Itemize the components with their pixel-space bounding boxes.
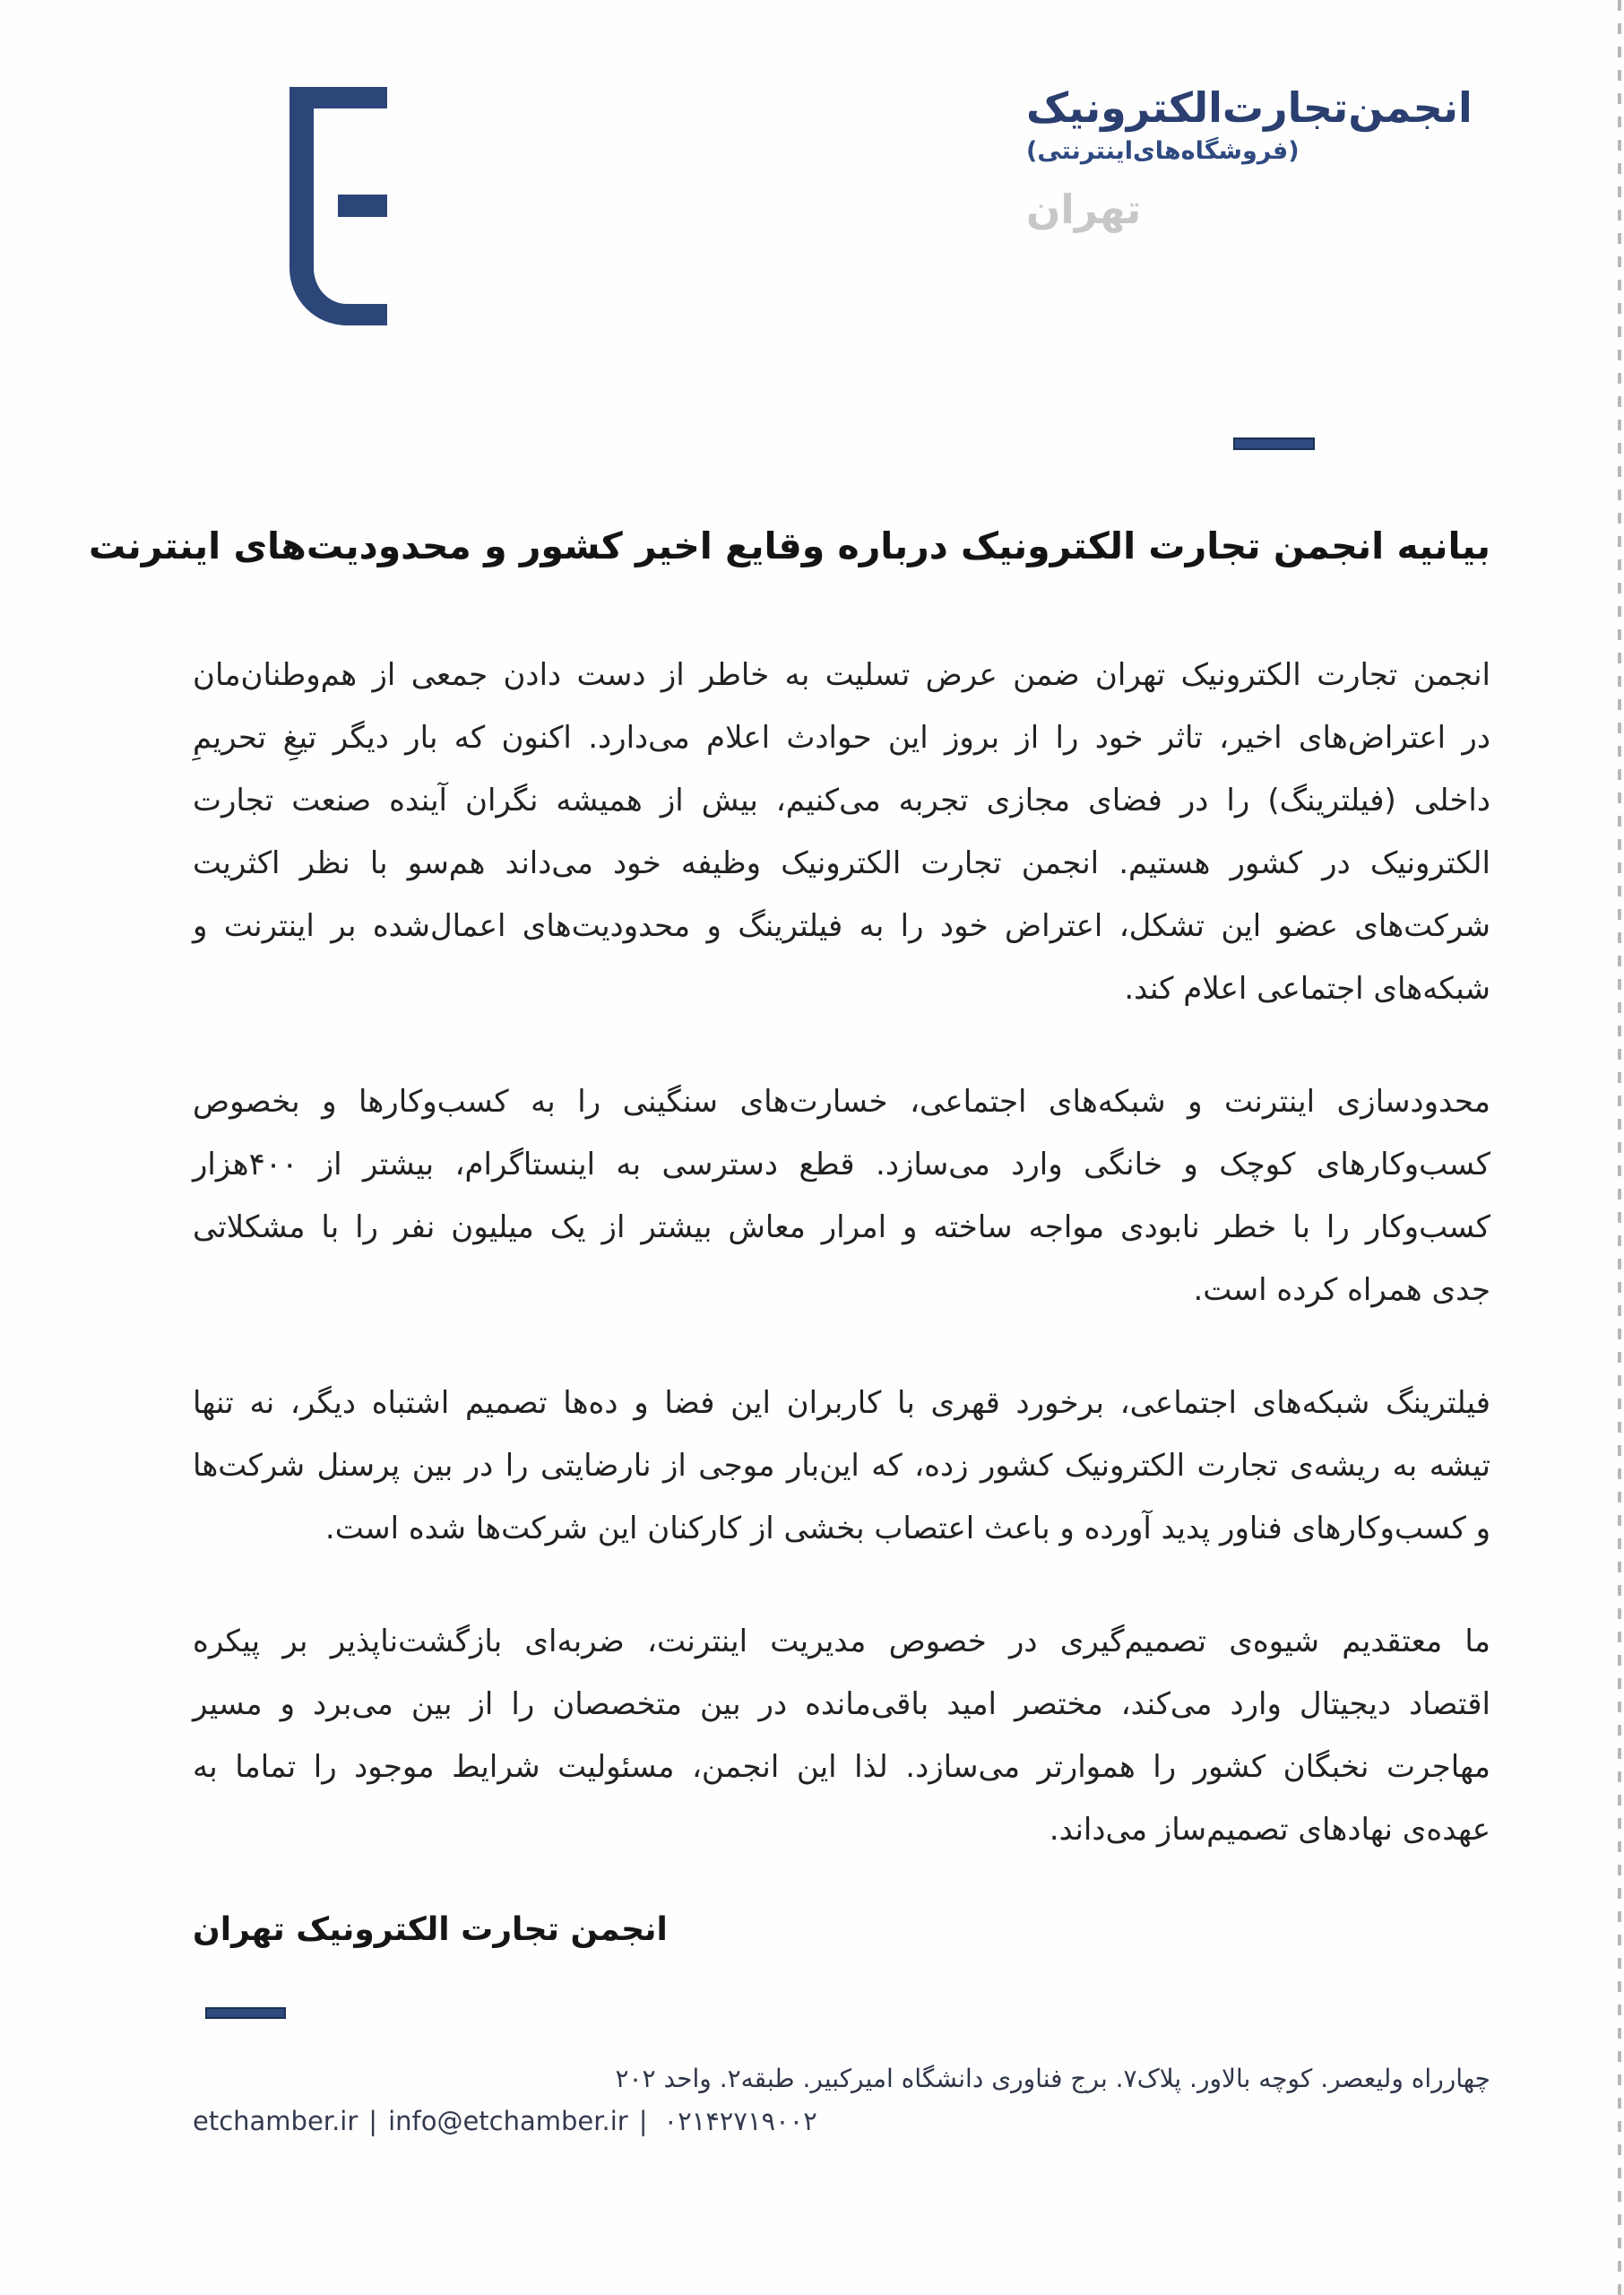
footer-separator: | <box>638 2106 648 2136</box>
paragraph-line: شبکه‌های اجتماعی اعلام کند. <box>1124 971 1490 1007</box>
top-divider-bar <box>1233 437 1315 450</box>
footer-email: info@etchamber.ir <box>388 2106 628 2136</box>
logo-subtitle: (فروشگاه‌های‌اینترنتی) <box>1026 137 1300 165</box>
paragraph-line: جدی همراه کرده است. <box>1193 1272 1490 1308</box>
logo-text-block <box>1026 85 1473 232</box>
statement-title: بیانیه انجمن تجارت الکترونیک درباره وقایع اخیر کشور و محدودیت‌های اینترنت <box>88 524 1490 567</box>
paragraph-line: عهده‌ی نهادهای تصمیم‌ساز می‌داند. <box>1049 1812 1490 1848</box>
association-logo-icon <box>289 87 387 325</box>
paragraph-line: الکترونیک در کشور هستیم. انجمن تجارت الکترونیک وظیفه خود می‌داند هم‌سو با نظر اکثریت <box>193 845 1490 881</box>
paragraph-line: فیلترینگ شبکه‌های اجتماعی، برخورد قهری با کاربران این فضا و ده‌ها تصمیم اشتباه دیگر، نه تنها <box>193 1385 1490 1421</box>
paragraph-4 <box>193 1610 1490 1861</box>
paragraph-line: اقتصاد دیجیتال وارد می‌کند، مختصر امید باقی‌مانده در بین متخصصان را از بین می‌برد و مسیر <box>193 1686 1490 1722</box>
paragraph-line: و کسب‌وکارهای فناور پدید آورده و باعث اعتصاب بخشی از کارکنان این شرکت‌ها شده است. <box>324 1511 1490 1546</box>
signature: انجمن تجارت الکترونیک تهران <box>193 1911 668 1948</box>
footer-contact <box>193 2101 817 2141</box>
footer-separator: | <box>368 2106 378 2136</box>
page-edge-artifact <box>1618 0 1621 2295</box>
paragraph-1 <box>193 644 1490 1020</box>
paragraph-line: تیشه به ریشه‌ی تجارت الکترونیک کشور زده، که این‌بار موجی از نارضایتی را در بین پرسنل شرکت‌ها <box>193 1448 1490 1484</box>
footer-address: چهارراه ولیعصر. کوچه بالاور. پلاک۷. برج فناوری دانشگاه امیرکبیر. طبقه۲. واحد ۲۰۲ <box>615 2064 1490 2093</box>
paragraph-line: محدودسازی اینترنت و شبکه‌های اجتماعی، خسارت‌های سنگینی را به کسب‌وکارها و بخصوص <box>193 1084 1490 1120</box>
paragraph-3 <box>193 1372 1490 1560</box>
logo-wordmark: انجمن‌تجارت‌الکترونیک <box>1026 83 1473 132</box>
letter-body <box>88 518 1490 1911</box>
paragraph-line: شرکت‌های عضو این تشکل، اعتراض خود را به فیلترینگ و محدودیت‌های اعمال‌شده بر اینترنت و <box>193 908 1490 944</box>
paragraph-line: کسب‌وکارهای کوچک و خانگی وارد می‌سازد. قطع دسترسی به اینستاگرام، بیشتر از ۴۰۰هزار <box>193 1147 1490 1182</box>
paragraph-line: در اعتراض‌های اخیر، تاثر خود را از بروز این حوادث اعلام می‌دارد. اکنون که بار دیگر تیغِ تحریمِ <box>193 720 1490 756</box>
paragraph-line: انجمن تجارت الکترونیک تهران ضمن عرض تسلیت به خاطر از دست دادن جمعی از هم‌وطنان‌مان <box>193 657 1490 693</box>
footer-phone: ۰۲۱۴۲۷۱۹۰۰۲ <box>663 2106 817 2136</box>
paragraph-line: داخلی (فیلترینگ) را در فضای مجازی تجربه می‌کنیم، بیش از همیشه نگران آینده صنعت تجارت <box>193 783 1490 818</box>
logo-city-watermark: تهران <box>1026 186 1142 233</box>
logo-middle-bar <box>338 195 387 217</box>
footer-website: etchamber.ir <box>193 2106 358 2136</box>
bottom-divider-bar <box>205 2007 286 2019</box>
paragraph-line: ما معتقدیم شیوه‌ی تصمیم‌گیری در خصوص مدیریت اینترنت، ضربه‌ای بازگشت‌ناپذیر بر پیکره <box>193 1624 1490 1659</box>
paragraph-2 <box>193 1070 1490 1321</box>
paragraph-line: کسب‌وکار را با خطر نابودی مواجه ساخته و امرار معاش بیشتر از یک میلیون نفر را با مشکلاتی <box>193 1209 1490 1245</box>
paragraph-line: مهاجرت نخبگان کشور را هموارتر می‌سازد. لذا این انجمن، مسئولیت شرایط موجود را تماما به <box>193 1749 1490 1785</box>
